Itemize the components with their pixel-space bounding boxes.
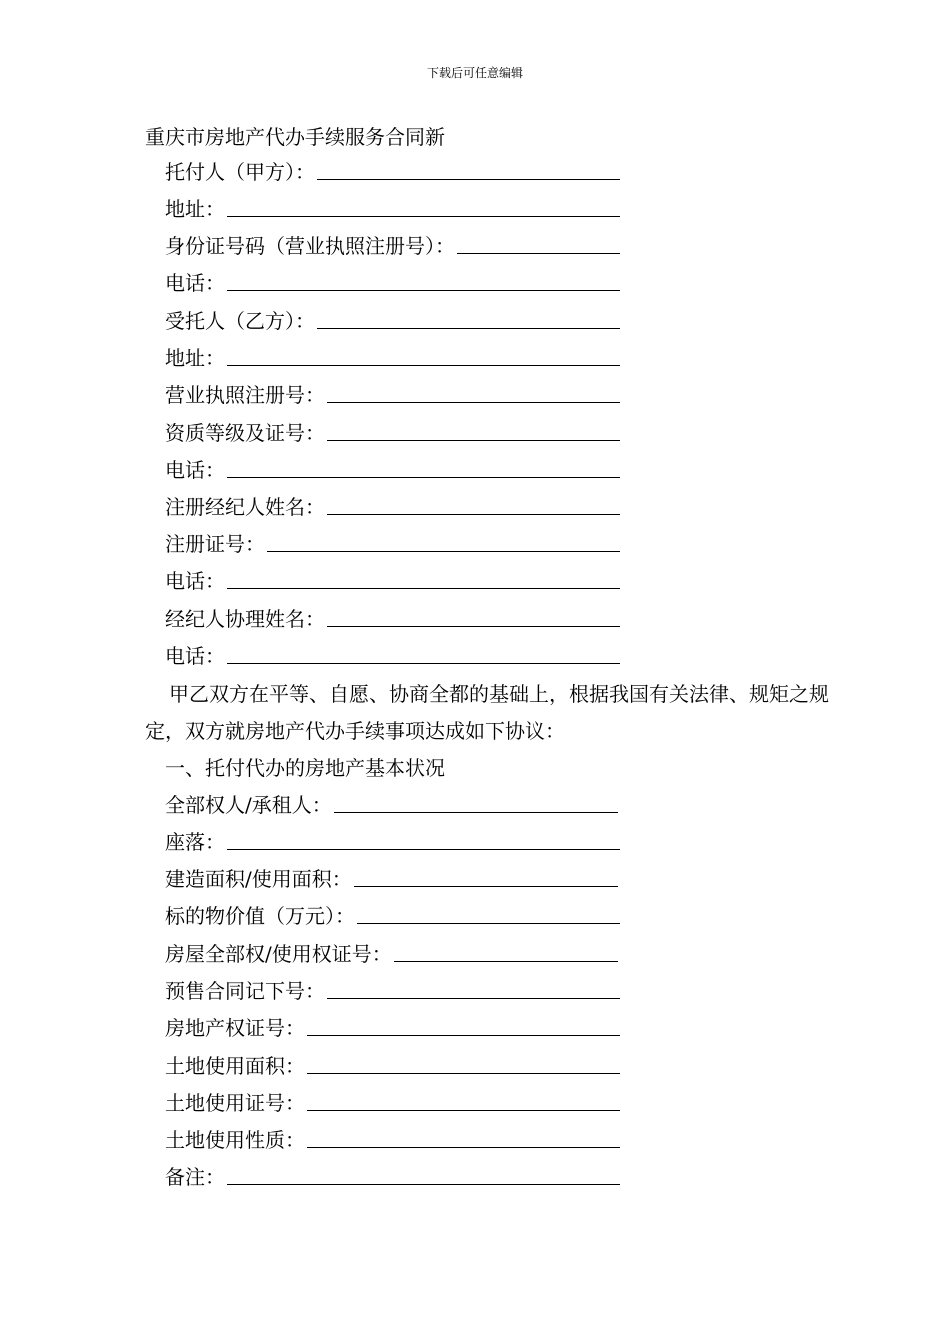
field-label: 电话： bbox=[165, 644, 225, 668]
field-label: 资质等级及证号： bbox=[165, 421, 325, 445]
field-label: 预售合同记下号： bbox=[165, 979, 325, 1003]
section-heading: 一、托付代办的房地产基本状况 bbox=[165, 756, 445, 780]
field-label: 电话： bbox=[165, 458, 225, 482]
fill-in-blank bbox=[227, 196, 620, 217]
field-label: 房屋全部权/使用权证号： bbox=[165, 942, 392, 966]
field-broker-phone bbox=[165, 568, 620, 594]
field-label: 受托人（乙方）： bbox=[165, 309, 315, 333]
fill-in-blank bbox=[227, 345, 620, 366]
field-label: 身份证号码（营业执照注册号）： bbox=[165, 234, 455, 258]
field-agent bbox=[165, 308, 620, 334]
fill-in-blank bbox=[327, 420, 620, 441]
field-label: 全部权人/承租人： bbox=[165, 793, 332, 817]
fill-in-blank bbox=[227, 829, 620, 850]
field-principal-address bbox=[165, 196, 620, 222]
field-label: 电话： bbox=[165, 271, 225, 295]
field-label: 建造面积/使用面积： bbox=[165, 867, 352, 891]
field-assistant-phone bbox=[165, 643, 620, 669]
fill-in-blank bbox=[334, 792, 618, 813]
field-label: 经纪人协理姓名： bbox=[165, 607, 325, 631]
field-label: 土地使用证号： bbox=[165, 1091, 305, 1115]
fill-in-blank bbox=[394, 941, 618, 962]
field-label: 地址： bbox=[165, 197, 225, 221]
field-floor-area bbox=[165, 866, 618, 892]
field-land-area bbox=[165, 1053, 620, 1079]
fill-in-blank bbox=[327, 494, 620, 515]
fill-in-blank bbox=[227, 457, 620, 478]
fill-in-blank bbox=[307, 1015, 620, 1036]
field-principal-phone bbox=[165, 270, 620, 296]
field-owner bbox=[165, 792, 618, 818]
fill-in-blank bbox=[327, 382, 620, 403]
fill-in-blank bbox=[307, 1053, 620, 1074]
fill-in-blank bbox=[357, 903, 620, 924]
field-label: 备注： bbox=[165, 1165, 225, 1189]
field-land-use-type bbox=[165, 1127, 620, 1153]
field-agent-phone bbox=[165, 457, 620, 483]
field-remarks bbox=[165, 1164, 620, 1190]
fill-in-blank bbox=[354, 866, 618, 887]
fill-in-blank bbox=[227, 568, 620, 589]
field-property-cert bbox=[165, 1015, 620, 1041]
field-ownership-cert bbox=[165, 941, 618, 967]
field-label: 注册证号： bbox=[165, 532, 265, 556]
field-label: 座落： bbox=[165, 830, 225, 854]
field-principal bbox=[165, 159, 620, 185]
field-property-value bbox=[165, 903, 620, 929]
fill-in-blank bbox=[307, 1090, 620, 1111]
field-label: 土地使用面积： bbox=[165, 1054, 305, 1078]
field-agent-qualification bbox=[165, 420, 620, 446]
fill-in-blank bbox=[327, 606, 620, 627]
field-label: 营业执照注册号： bbox=[165, 383, 325, 407]
field-principal-id-number bbox=[165, 233, 620, 259]
field-label: 注册经纪人姓名： bbox=[165, 495, 325, 519]
page-header-note: 下载后可任意编辑 bbox=[426, 66, 523, 80]
field-presale-contract bbox=[165, 978, 620, 1004]
fill-in-blank bbox=[327, 978, 620, 999]
fill-in-blank bbox=[317, 159, 620, 180]
fill-in-blank bbox=[227, 1164, 620, 1185]
field-land-cert bbox=[165, 1090, 620, 1116]
fill-in-blank bbox=[307, 1127, 620, 1148]
fill-in-blank bbox=[227, 270, 620, 291]
field-agent-address bbox=[165, 345, 620, 371]
fill-in-blank bbox=[317, 308, 620, 329]
intro-paragraph: 甲乙双方在平等、自愿、协商全都的基础上，根据我国有关法律、规矩之规定，双方就房地产代办手续事项达成如下协议： bbox=[145, 682, 829, 743]
field-label: 托付人（甲方）： bbox=[165, 160, 315, 184]
field-label: 房地产权证号： bbox=[165, 1016, 305, 1040]
document-title: 重庆市房地产代办手续服务合同新 bbox=[145, 125, 445, 149]
field-label: 土地使用性质： bbox=[165, 1128, 305, 1152]
fill-in-blank bbox=[267, 531, 620, 552]
fill-in-blank bbox=[457, 233, 620, 254]
field-assistant-name bbox=[165, 606, 620, 632]
field-label: 电话： bbox=[165, 569, 225, 593]
field-label: 标的物价值（万元）： bbox=[165, 904, 355, 928]
fill-in-blank bbox=[227, 643, 620, 664]
field-broker-cert-number bbox=[165, 531, 620, 557]
field-broker-name bbox=[165, 494, 620, 520]
field-label: 地址： bbox=[165, 346, 225, 370]
field-location bbox=[165, 829, 620, 855]
field-agent-license-number bbox=[165, 382, 620, 408]
